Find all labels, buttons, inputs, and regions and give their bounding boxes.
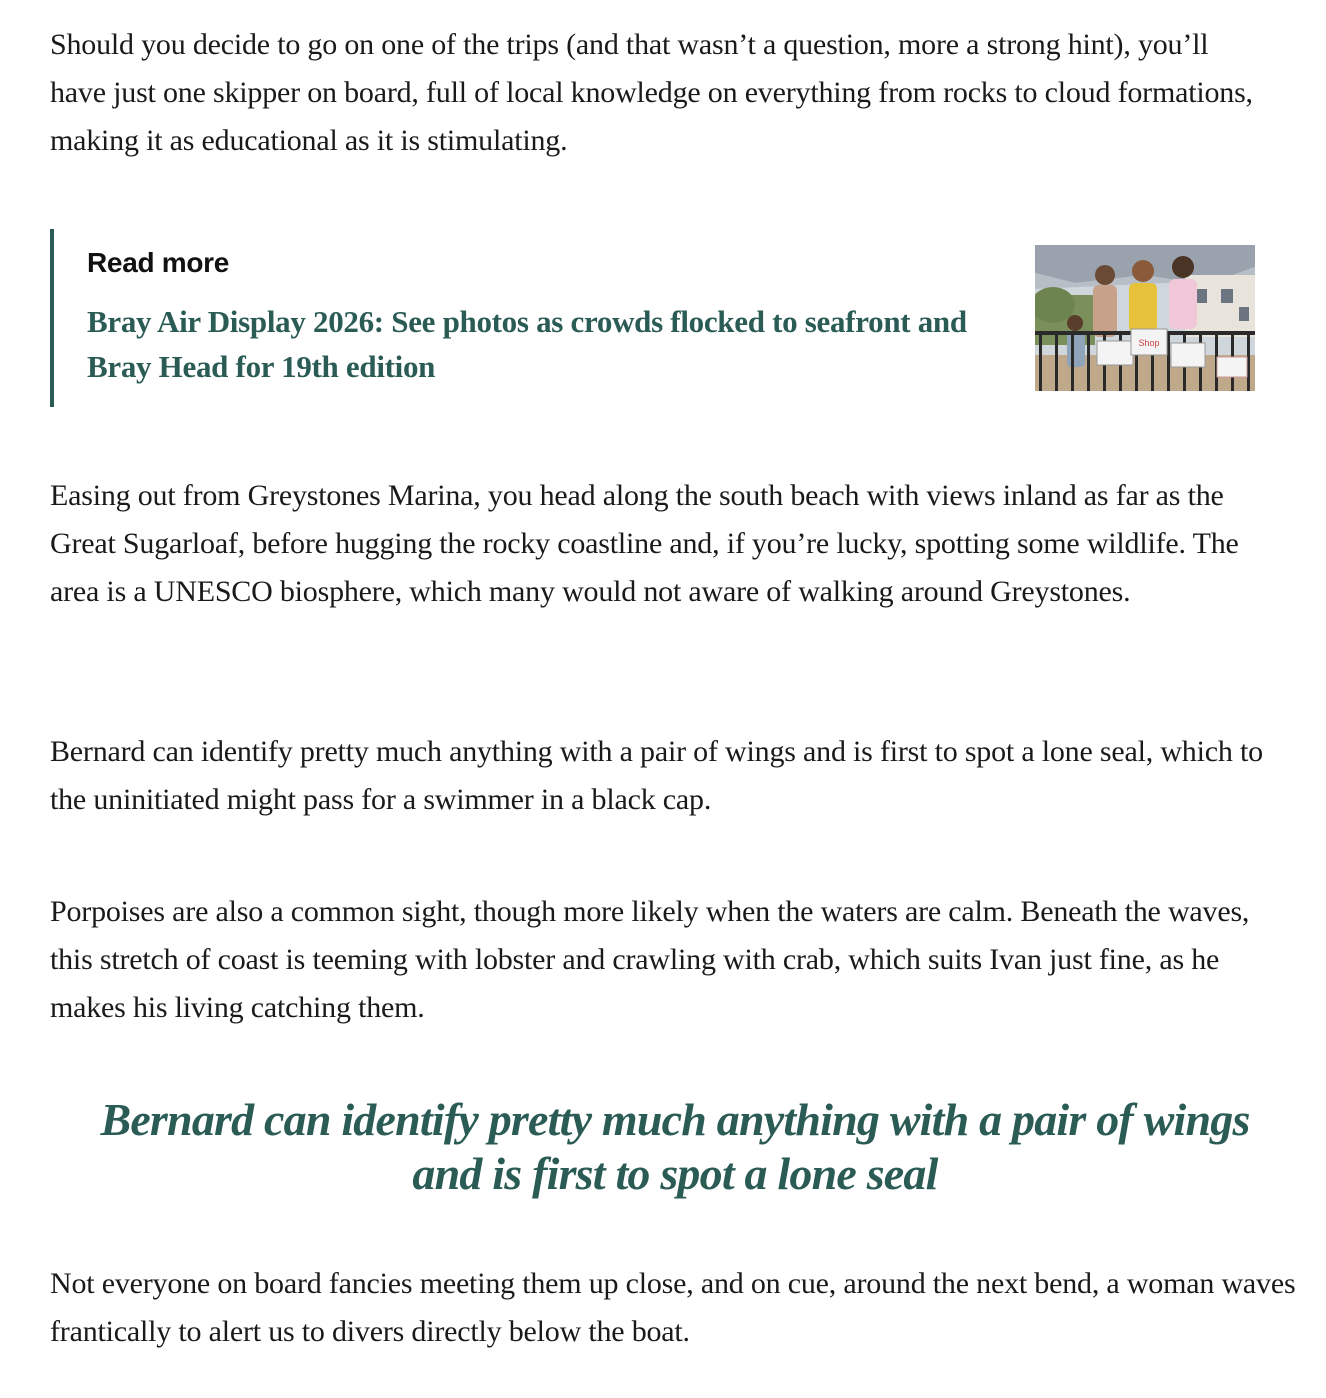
article-paragraph: Not everyone on board fancies meeting them up close, and on cue, around the next bend, a woman waves frantically to alert us to divers directly below the boat. xyxy=(50,1267,1296,1348)
article-paragraph: Should you decide to go on one of the trips (and that wasn’t a question, more a strong hint), you’ll have just one skipper on board, full of local knowledge on everything from rocks to cloud formations, making it as educational as it is stimulating. xyxy=(50,28,1253,157)
read-more-label: Read more xyxy=(87,247,230,278)
thumbnail-photo xyxy=(1035,245,1255,391)
article-paragraph: Easing out from Greystones Marina, you head along the south beach with views inland as far as the Great Sugarloaf, before hugging the rocky coastline and, if you’re lucky, spotting some wildlife. The area is a UNESCO biosphere, which many would not aware of walking around Greystones. xyxy=(50,479,1239,608)
article-paragraph: Porpoises are also a common sight, though more likely when the waters are calm. Beneath the waves, this stretch of coast is teeming with lobster and crawling with crab, which suits Ivan just fine, as he makes his living catching them. xyxy=(50,895,1250,1024)
pull-quote: Bernard can identify pretty much anything with a pair of wings and is first to spot a lone seal xyxy=(100,1094,1250,1199)
read-more-thumbnail[interactable] xyxy=(1035,245,1255,391)
thumbnail-sign-text: Shop xyxy=(1138,338,1160,348)
read-more-card[interactable] xyxy=(50,229,1260,407)
read-more-headline-link[interactable]: Bray Air Display 2026: See photos as crowds flocked to seafront and Bray Head for 19th edition xyxy=(87,304,967,384)
article-paragraph: Bernard can identify pretty much anything with a pair of wings and is first to spot a lone seal, which to the uninitiated might pass for a swimmer in a black cap. xyxy=(50,735,1263,816)
